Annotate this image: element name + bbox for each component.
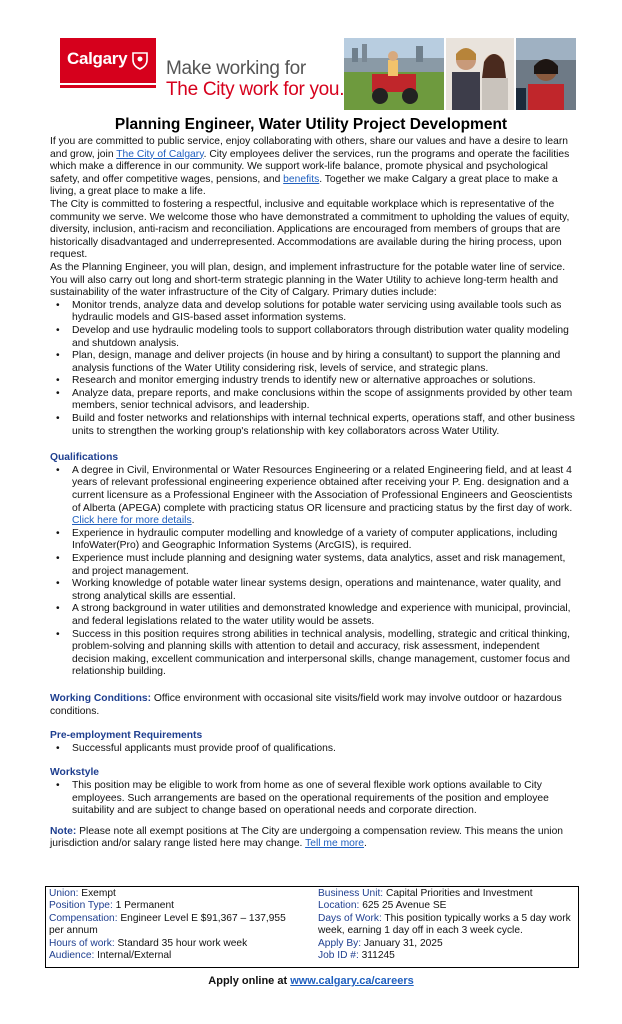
detail-label: Job ID #: — [318, 950, 359, 962]
intro-paragraph — [50, 136, 580, 199]
detail-label: Apply By: — [318, 937, 362, 949]
more-details-link[interactable]: Click here for more details — [72, 515, 192, 527]
page-title: Planning Engineer, Water Utility Project Development — [114, 116, 508, 133]
posting-body — [50, 136, 580, 851]
working-conditions-paragraph — [50, 693, 580, 718]
detail-audience — [49, 950, 299, 962]
list-item: • Success in this position requires strong abilities in technical analysis, modelling, strategic and critical thinking, problem-solving and planning skills with attention to detail and accuracy, risk assessment, independent decision making, excellent communication and interpersonal skills, change management, customer focus and relationship building. — [72, 629, 580, 679]
pre-employment-heading: Pre-employment Requirements — [50, 730, 203, 742]
careers-link[interactable]: www.calgary.ca/careers — [290, 975, 414, 987]
detail-union — [49, 888, 299, 900]
working-conditions-heading: Working Conditions: — [50, 692, 152, 704]
detail-value: 1 Permanent — [112, 900, 174, 912]
city-of-calgary-link[interactable]: The City of Calgary — [116, 148, 204, 160]
working-conditions-text: Office environment with occasional site visits/field work may involve outdoor or hazardous conditions. — [50, 692, 562, 717]
photo-city-worker-mower — [344, 38, 444, 110]
list-item: • Analyze data, prepare reports, and make conclusions within the scope of assignments provided by other team members, senior technical advisors, and leadership. — [72, 388, 580, 413]
detail-hours — [49, 938, 299, 950]
detail-business-unit — [318, 888, 574, 900]
duties-list — [50, 300, 580, 439]
detail-days-of-work — [318, 913, 574, 938]
city-crest-icon — [130, 50, 150, 70]
note-end: . — [364, 838, 367, 850]
logo-text: Calgary — [67, 49, 128, 68]
note-text: Please note all exempt positions at The City are undergoing a compensation review. This means the union jurisdiction and/or salary range listed here may change. — [50, 825, 564, 850]
calgary-logo — [60, 38, 156, 83]
header-banner — [60, 38, 576, 110]
job-details-right-column — [318, 888, 574, 962]
apply-text: Apply online at — [208, 975, 291, 987]
detail-label: Days of Work: — [318, 912, 382, 924]
list-item: • Experience must include planning and designing water systems, data analytics, asset and risk management, and project management. — [72, 553, 580, 578]
detail-label: Hours of work: — [49, 937, 115, 949]
detail-location — [318, 900, 574, 912]
list-item: • Develop and use hydraulic modeling tools to support collaborators through distribution water quality modeling and shutdown analysis. — [72, 325, 580, 350]
list-item: • Monitor trends, analyze data and develop solutions for potable water servicing using available tools such as hydraulic models and GIS-based asset information systems. — [72, 300, 580, 325]
detail-label: Business Unit: — [318, 888, 384, 899]
list-item: • This position may be eligible to work from home as one of several flexible work options available to City employees. Such arrangements are based on the operational requirements of the position and employee suitability and are subject to change based on operational needs and corporate direction. — [72, 780, 580, 818]
detail-value: 311245 — [358, 950, 395, 962]
qualifications-list — [50, 465, 580, 679]
workstyle-list — [50, 780, 580, 818]
list-item: • Plan, design, manage and deliver projects (in house and by hiring a consultant) to support the planning and analysis functions of the Water Utility considering risk, levels of service, and strategic plans. — [72, 350, 580, 375]
detail-job-id — [318, 950, 574, 962]
diversity-paragraph: The City is committed to fostering a respectful, inclusive and equitable workplace which is representative of the community we serve. We welcome those who have demonstrated a commitment to upholding the values of equity, diversity, inclusion, anti-racism and reconciliation. Applications are encouraged from members of groups that are historically disadvantaged and underrepresented. Accommodations are available during the hiring process, upon request. — [50, 198, 570, 261]
tagline-line1: Make working for — [166, 58, 306, 79]
detail-label: Location: — [318, 900, 360, 912]
tell-me-more-link[interactable]: Tell me more — [305, 838, 365, 850]
detail-value: Internal/External — [94, 950, 172, 962]
detail-value: This position typically works a 5 day work week, earning 1 day off in each 3 week cycle. — [318, 912, 571, 937]
intro-text-1: If you are committed to public service, enjoy collaborating with others, share our values and have a desire to learn and grow, join — [50, 136, 568, 160]
detail-value: 625 25 Avenue SE — [359, 900, 447, 912]
list-item: • Build and foster networks and relationships with internal technical experts, operations staff, and other business units to strengthen the working group's relationship with key collaborators across Water Utility. — [72, 413, 580, 438]
role-intro-paragraph: As the Planning Engineer, you will plan, design, and implement infrastructure for the potable water line of service. You will also carry out long and short-term strategic planning in the Water Utility to achieve long-term health and sustainability of the water infrastructure of the City of Calgary. Primary duties include: — [50, 261, 566, 299]
detail-label: Union: — [49, 888, 79, 899]
intro-text-3: . Together we make Calgary a great place to make a living, a great place to make a life. — [50, 173, 558, 198]
note-paragraph — [50, 826, 580, 851]
detail-label: Audience: — [49, 950, 95, 962]
tagline-line2: The City work for you. — [166, 79, 345, 100]
detail-compensation — [49, 913, 299, 938]
logo-underline — [60, 85, 156, 88]
detail-label: Position Type: — [49, 900, 113, 912]
list-item: • Experience in hydraulic computer modelling and knowledge of a variety of computer applications, including InfoWater(Pro) and Geographic Information Systems (ArcGIS), is required. — [72, 528, 580, 553]
photo-transit-operator — [516, 38, 576, 110]
intro-text-2: . City employees deliver the services, run the programs and operate the facilities which make a difference in our community. We support work-life balance, promote physical and psychological safety, and offer competitive wages, pensions, and — [50, 148, 570, 185]
apply-online-line — [0, 975, 622, 987]
qualifications-heading: Qualifications — [50, 452, 119, 464]
list-item: • Research and monitor emerging industry trends to identify new or alternative approaches or solutions. — [72, 375, 580, 388]
list-item — [72, 465, 580, 528]
detail-value: Engineer Level E $91,367 – 137,955 per annum — [49, 912, 286, 937]
pre-employment-list — [50, 743, 580, 756]
detail-value: Capital Priorities and Investment — [383, 888, 533, 899]
note-heading: Note: — [50, 825, 77, 837]
list-item: • Working knowledge of potable water linear systems design, operations and maintenance, water quality, and strong analytical skills are essential. — [72, 578, 580, 603]
list-item: • A strong background in water utilities and demonstrated knowledge and experience with municipal, provincial, and federal legislations related to the water utility would be assets. — [72, 603, 580, 628]
photo-employees-smiling — [446, 38, 514, 110]
detail-apply-by — [318, 938, 574, 950]
workstyle-heading: Workstyle — [50, 767, 100, 779]
detail-label: Compensation: — [49, 912, 118, 924]
header-photo-collage — [344, 38, 576, 110]
benefits-link[interactable]: benefits — [283, 173, 320, 185]
detail-value: January 31, 2025 — [361, 937, 443, 949]
detail-value: Standard 35 hour work week — [114, 937, 248, 949]
job-details-left-column — [49, 888, 299, 962]
detail-position-type — [49, 900, 299, 912]
list-item: • Successful applicants must provide proof of qualifications. — [72, 743, 580, 756]
job-details-box — [45, 886, 579, 968]
detail-value: Exempt — [78, 888, 116, 899]
qualification-end: . — [191, 515, 195, 527]
qualification-text: A degree in Civil, Environmental or Water Resources Engineering or a related Engineering field, and at least 4 years of relevant professional engineering experience obtained after receiving your P. Eng. designation and a current licensure as a Professional Engineer with the Association of Professional Engineers and Geoscientists of Alberta (APEGA) complete with practicing status OR licensure and practicing status by the first day of work. — [72, 464, 573, 514]
